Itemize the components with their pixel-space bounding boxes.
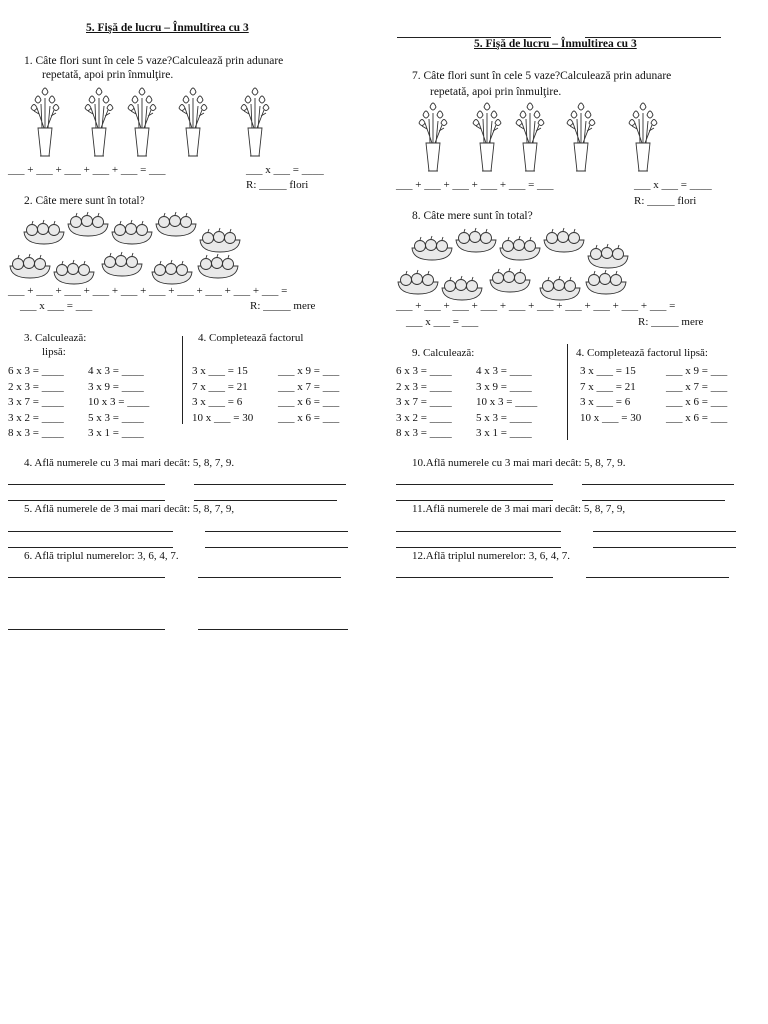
right-q10-col2 [666, 364, 727, 426]
left-q4-col2 [278, 364, 339, 426]
right-q9-col2 [476, 364, 537, 442]
exercise-item: ___ x 7 = ___ [278, 380, 340, 393]
apple-basket-icon [410, 236, 454, 262]
flower-vase-icon [513, 99, 547, 175]
exercise-item: 3 x 2 = ____ [396, 411, 452, 424]
exercise-item: 4 x 3 = ____ [88, 365, 144, 377]
apple-basket-icon [8, 254, 52, 280]
answer-line[interactable] [582, 484, 734, 485]
flower-vase-icon [82, 84, 116, 160]
exercise-item: 3 x ___ = 15 [580, 365, 636, 377]
apple-basket-icon [538, 276, 582, 302]
left-q6-text: 5. Află numerele de 3 mai mari decât: 5, 8, 7, 9, [24, 503, 235, 515]
apple-basket-icon [66, 212, 110, 238]
right-q7-text: 7. Câte flori sunt în cele 5 vaze?Calculează prin adunare [412, 70, 672, 82]
right-q12-text: 12.Află triplul numerelor: 3, 6, 4, 7. [412, 550, 570, 562]
exercise-item: 4 x 3 = ____ [476, 365, 532, 377]
apple-basket-icon [154, 212, 198, 238]
apple-basket-icon [110, 220, 154, 246]
flower-vase-icon [238, 84, 272, 160]
left-q4-title: 4. Completează factorul [198, 332, 304, 344]
left-q3-col2 [88, 364, 149, 442]
exercise-item: 5 x 3 = ____ [88, 411, 144, 424]
right-q7-sum: ___ + ___ + ___ + ___ + ___ = ___ [396, 179, 554, 191]
answer-line[interactable] [396, 500, 553, 501]
exercise-item: 7 x ___ = 21 [580, 380, 636, 393]
right-q8-answer: R: _____ mere [638, 316, 704, 328]
answer-line[interactable] [396, 484, 553, 485]
apple-basket-icon [542, 228, 586, 254]
flower-vase-icon [125, 84, 159, 160]
exercise-item: 10 x ___ = 30 [192, 411, 254, 424]
exercise-item: 10 x 3 = ____ [88, 396, 150, 408]
answer-line[interactable] [8, 500, 165, 501]
exercise-item: 3 x 1 = ____ [88, 427, 144, 439]
right-q10-title: 4. Completează factorul lipsă: [576, 347, 708, 359]
apple-basket-icon [498, 236, 542, 262]
exercise-item: 3 x 7 = ____ [396, 396, 452, 408]
answer-line[interactable] [198, 577, 341, 578]
right-q7-answer: R: _____ flori [634, 195, 697, 207]
right-q10-col1 [580, 364, 641, 426]
answer-line[interactable] [8, 547, 173, 548]
right-q10-text: 10.Află numerele cu 3 mai mari decât: 5, 8, 7, 9. [412, 457, 626, 469]
left-q5-text: 4. Află numerele cu 3 mai mari decât: 5, 8, 7, 9. [24, 457, 235, 469]
left-q1-text: 1. Câte flori sunt în cele 5 vaze?Calculează prin adunare [24, 55, 284, 67]
apple-basket-icon [100, 252, 144, 278]
apple-basket-icon [454, 228, 498, 254]
apple-basket-icon [584, 270, 628, 296]
exercise-item: 7 x ___ = 21 [192, 380, 248, 393]
left-q7-text: 6. Află triplul numerelor: 3, 6, 4, 7. [24, 550, 179, 562]
right-q7-mult: ___ x ___ = ____ [634, 179, 712, 191]
answer-line[interactable] [586, 577, 729, 578]
right-q7-text-2: repetată, apoi prin înmulţire. [430, 86, 562, 98]
exercise-item: 10 x 3 = ____ [476, 396, 538, 408]
exercise-item: 3 x 1 = ____ [476, 427, 532, 439]
exercise-item: ___ x 9 = ___ [666, 365, 728, 377]
left-q1-answer: R: _____ flori [246, 179, 309, 191]
answer-line[interactable] [396, 577, 553, 578]
apple-basket-icon [586, 244, 630, 270]
right-q8-sum: ___ + ___ + ___ + ___ + ___ + ___ + ___ + ___ + ___ + ___ = [396, 300, 676, 312]
answer-line[interactable] [396, 531, 561, 532]
apple-basket-icon [196, 254, 240, 280]
answer-line[interactable] [8, 577, 165, 578]
apple-basket-icon [440, 276, 484, 302]
left-q2-sum: ___ + ___ + ___ + ___ + ___ + ___ + ___ + ___ + ___ + ___ = [8, 285, 288, 297]
exercise-item: 5 x 3 = ____ [476, 411, 532, 424]
exercise-item: 6 x 3 = ____ [396, 365, 452, 377]
exercise-item: ___ x 6 = ___ [666, 396, 728, 408]
answer-line[interactable] [593, 531, 736, 532]
left-q3-col1 [8, 364, 64, 442]
answer-line[interactable] [205, 531, 348, 532]
right-q8-text: 8. Câte mere sunt în total? [412, 210, 533, 222]
exercise-item: 6 x 3 = ____ [8, 365, 64, 377]
answer-line[interactable] [593, 547, 736, 548]
left-q1-mult: ___ x ___ = ____ [246, 164, 324, 176]
exercise-item: ___ x 6 = ___ [666, 411, 728, 424]
answer-line[interactable] [194, 484, 346, 485]
apple-basket-icon [198, 228, 242, 254]
answer-line[interactable] [205, 547, 348, 548]
left-q2-text: 2. Câte mere sunt în total? [24, 195, 145, 207]
answer-line[interactable] [396, 547, 561, 548]
exercise-item: 3 x ___ = 6 [192, 396, 243, 408]
exercise-item: 8 x 3 = ____ [396, 427, 452, 439]
exercise-item: 2 x 3 = ____ [8, 380, 64, 393]
exercise-item: 3 x ___ = 15 [192, 365, 248, 377]
left-q4-col1 [192, 364, 253, 426]
exercise-item: 3 x 7 = ____ [8, 396, 64, 408]
exercise-item: 3 x ___ = 6 [580, 396, 631, 408]
apple-basket-icon [396, 270, 440, 296]
answer-line[interactable] [8, 531, 173, 532]
flower-vase-icon [564, 99, 598, 175]
left-divider [182, 336, 183, 424]
right-q11-text: 11.Află numerele de 3 mai mari decât: 5, 8, 7, 9, [412, 503, 626, 515]
answer-line[interactable] [194, 500, 337, 501]
right-q9-col1 [396, 364, 452, 442]
exercise-item: ___ x 6 = ___ [278, 396, 340, 408]
apple-basket-icon [488, 268, 532, 294]
apple-basket-icon [150, 260, 194, 286]
answer-line[interactable] [8, 484, 165, 485]
exercise-item: 3 x 9 = ____ [88, 380, 144, 393]
right-q9-title: 9. Calculează: [412, 347, 475, 359]
flower-vase-icon [470, 99, 504, 175]
exercise-item: 3 x 2 = ____ [8, 411, 64, 424]
right-q8-mult: ___ x ___ = ___ [406, 316, 479, 328]
exercise-item: ___ x 9 = ___ [278, 365, 340, 377]
flower-vase-icon [28, 84, 62, 160]
apple-basket-icon [22, 220, 66, 246]
left-q3-title: 3. Calculează: [24, 332, 87, 344]
right-divider [567, 344, 568, 440]
apple-basket-icon [52, 260, 96, 286]
exercise-item: 10 x ___ = 30 [580, 411, 642, 424]
answer-line[interactable] [198, 629, 348, 630]
exercise-item: 3 x 9 = ____ [476, 380, 532, 393]
exercise-item: ___ x 6 = ___ [278, 411, 340, 424]
answer-line[interactable] [8, 629, 165, 630]
exercise-item: 2 x 3 = ____ [396, 380, 452, 393]
flower-vase-icon [176, 84, 210, 160]
left-q2-mult: ___ x ___ = ___ [20, 300, 93, 312]
left-q3-sub: lipsă: [42, 346, 66, 358]
exercise-item: ___ x 7 = ___ [666, 380, 728, 393]
left-q2-answer: R: _____ mere [250, 300, 316, 312]
left-q1-sum: ___ + ___ + ___ + ___ + ___ = ___ [8, 164, 166, 176]
answer-line[interactable] [582, 500, 725, 501]
flower-vase-icon [626, 99, 660, 175]
right-title: 5. Fişă de lucru – Înmultirea cu 3 [474, 38, 637, 50]
flower-vase-icon [416, 99, 450, 175]
left-title: 5. Fişă de lucru – Înmultirea cu 3 [86, 22, 249, 34]
left-q1-text-2: repetată, apoi prin înmulţire. [42, 69, 174, 81]
exercise-item: 8 x 3 = ____ [8, 427, 64, 439]
